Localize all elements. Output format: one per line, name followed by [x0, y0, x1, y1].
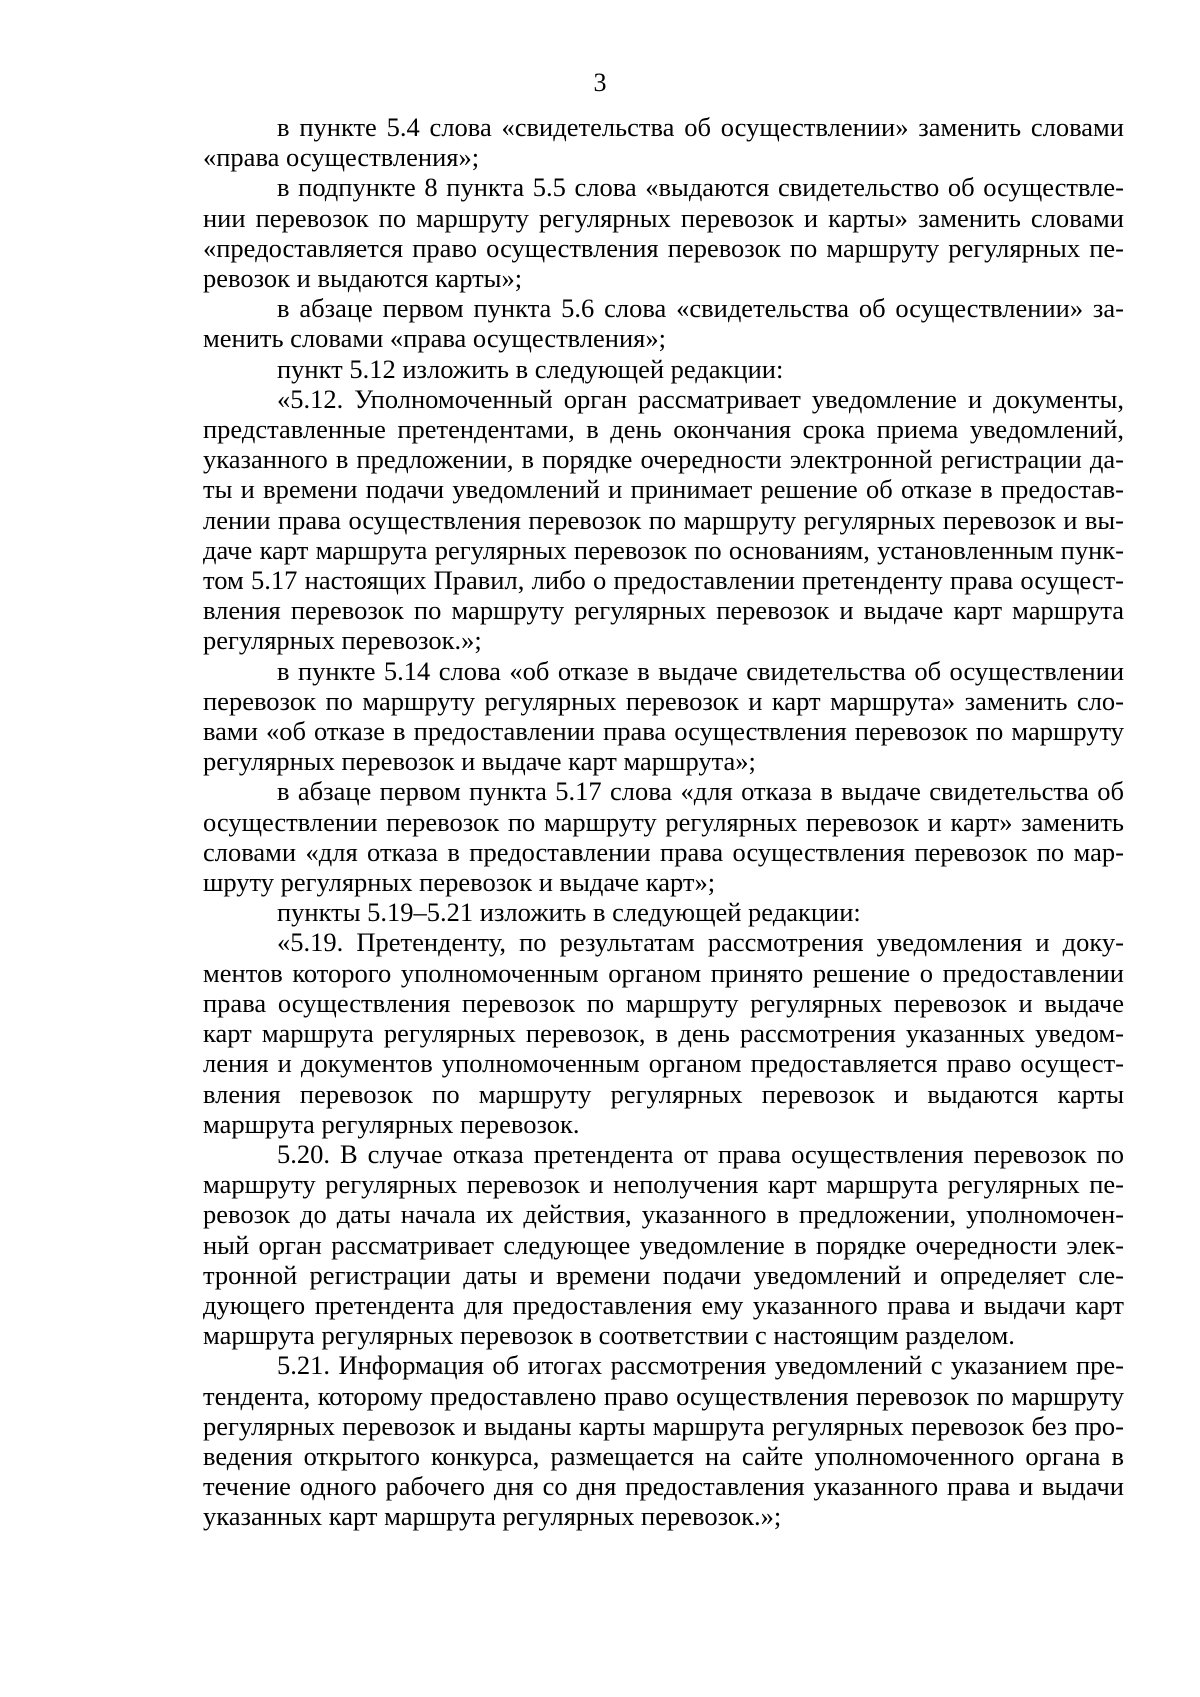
paragraph-item-5-12-text: «5.12. Уполномоченный орган рассматривает уведомление и документы, представленные претендентами, в день окончания срока приема уведомлений, указанного в предложении, в порядке очередности электронной регистрации даты и времени подачи уведомлений и принимает решение об отказе в предоставлении права осуществления перевозок по маршруту регулярных перевозок и выдаче карт маршрута регулярных перевозок по основаниям, установленным пунктом 5.17 настоящих Правил, либо о предоставлении претенденту права осуществления перевозок по маршруту регулярных перевозок и выдаче карт маршрута регулярных перевозок.»;: [203, 383, 1124, 656]
paragraph-item-5-6: в абзаце первом пункта 5.6 слова «свидетельства об осуществлении» заменить словами «права осуществления»;: [203, 293, 1124, 354]
paragraph-item-5-19-text: «5.19. Претенденту, по результатам рассмотрения уведомления и документов которого уполномоченным органом принято решение о предоставлении права осуществления перевозок по маршруту регулярных перевозок и выдаче карт маршрута регулярных перевозок, в день рассмотрения указанных уведомления и документов уполномоченным органом предоставляется право осуществления перевозок по маршруту регулярных перевозок и выдаются карты маршрута регулярных перевозок.: [203, 927, 1124, 1139]
paragraph-item-5-5: в подпункте 8 пункта 5.5 слова «выдаются свидетельство об осуществлении перевозок по маршруту регулярных перевозок и карты» заменить словами «предоставляется право осуществления перевозок по маршруту регулярных перевозок и выдаются карты»;: [203, 172, 1124, 294]
paragraph-item-5-4: в пункте 5.4 слова «свидетельства об осуществлении» заменить словами «права осуществления»;: [203, 112, 1124, 173]
paragraph-item-5-21-text: 5.21. Информация об итогах рассмотрения уведомлений с указанием претендента, которому предоставлено право осуществления перевозок по маршруту регулярных перевозок и выданы карты маршрута регулярных перевозок без проведения открытого конкурса, размещается на сайте уполномоченного органа в течение одного рабочего дня со дня предоставления указанного права и выдачи указанных карт маршрута регулярных перевозок.»;: [203, 1350, 1124, 1532]
paragraph-item-5-17: в абзаце первом пункта 5.17 слова «для отказа в выдаче свидетельства об осуществлении перевозок по маршруту регулярных перевозок и карт» заменить словами «для отказа в предоставлении права осуществления перевозок по маршруту регулярных перевозок и выдаче карт»;: [203, 776, 1124, 898]
paragraph-item-5-12-intro: пункт 5.12 изложить в следующей редакции:: [277, 353, 784, 384]
paragraph-item-5-20-text: 5.20. В случае отказа претендента от права осуществления перевозок по маршруту регулярных перевозок и неполучения карт маршрута регулярных перевозок до даты начала их действия, указанного в предложении, уполномоченный орган рассматривает следующее уведомление в порядке очередности электронной регистрации даты и времени подачи уведомлений и определяет следующего претендента для предоставления ему указанного права и выдачи карт маршрута регулярных перевозок в соответствии с настоящим разделом.: [203, 1138, 1124, 1351]
document-body: [203, 112, 1124, 1532]
page-number: 3: [593, 68, 607, 97]
paragraph-item-5-14: в пункте 5.14 слова «об отказе в выдаче свидетельства об осуществлении перевозок по маршруту регулярных перевозок и карт маршрута» заменить словами «об отказе в предоставлении права осуществления перевозок по маршруту регулярных перевозок и выдаче карт маршрута»;: [203, 655, 1124, 777]
paragraph-item-5-19-5-21-intro: пункты 5.19–5.21 изложить в следующей редакции:: [277, 897, 861, 928]
